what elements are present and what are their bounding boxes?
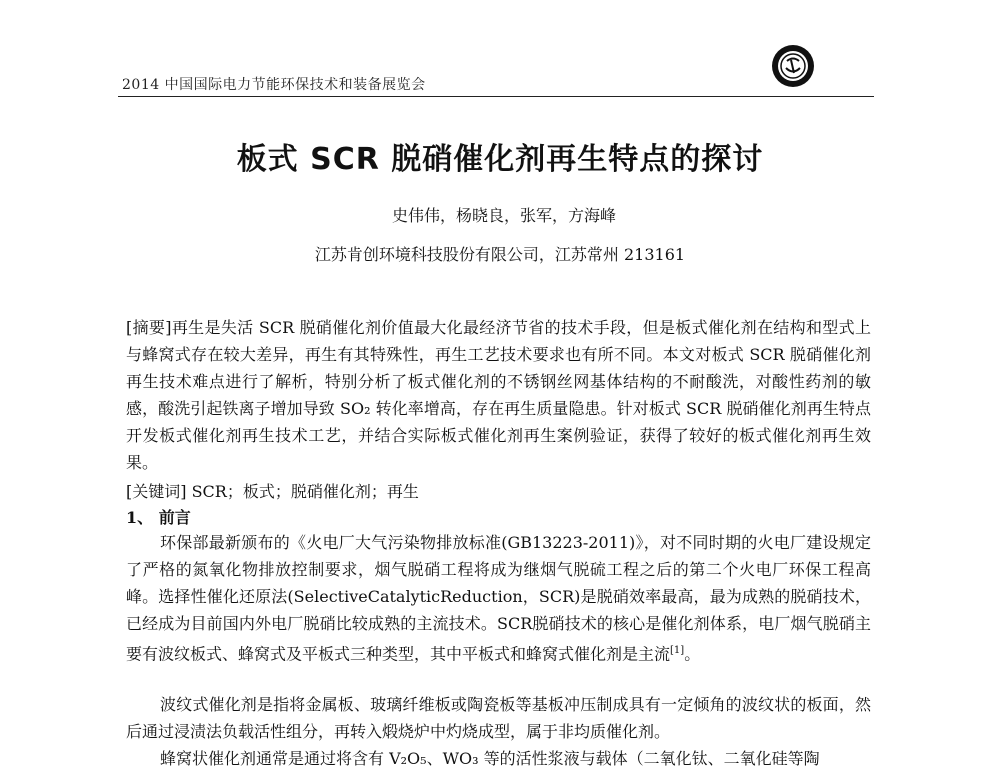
- paragraph-intro: [126, 529, 871, 667]
- paragraph-intro-end: 。: [684, 644, 701, 664]
- paper-affiliation: 江苏肯创环境科技股份有限公司，江苏常州 213161: [314, 245, 686, 264]
- keywords-label: [关键词]: [126, 482, 187, 501]
- running-header: 2014 中国国际电力节能环保技术和装备展览会: [122, 77, 426, 93]
- paragraph-intro-text: 环保部最新颁布的《火电厂大气污染物排放标准(GB13223-2011)》，对不同时期的火电厂建设规定了严格的氮氧化物排放控制要求，烟气脱硝工程将成为继烟气脱硫工程之后的第二个火电厂环保工程高峰。选择性催化还原法(SelectiveCatalyticReduction，SCR)是脱硝效率最高，最为成熟的脱硝技术，已经成为目前国内外电厂脱硝比较成熟的主流技术。SCR脱硝技术的核心是催化剂体系，电厂烟气脱硝主要有波纹板式、蜂窝式及平板式三种类型，其中平板式和蜂窝式催化剂是主流: [126, 533, 871, 664]
- abstract-text: 再生是失活 SCR 脱硝催化剂价值最大化最经济节省的技术手段，但是板式催化剂在结构和型式上与蜂窝式存在较大差异，再生有其特殊性，再生工艺技术要求也有所不同。本文对板式 SCR 脱硝催化剂再生技术难点进行了解析，特别分析了板式催化剂的不锈钢丝网基体结构的不耐酸洗，对酸性药剂的敏感，酸洗引起铁离子增加导致 SO₂ 转化率增高，存在再生质量隐患。针对板式 SCR 脱硝催化剂再生特点开发板式催化剂再生技术工艺，并结合实际板式催化剂再生案例验证，获得了较好的板式催化剂再生效果。: [126, 318, 871, 472]
- paper-title: 板式 SCR 脱硝催化剂再生特点的探讨: [236, 142, 764, 177]
- paper-authors: 史伟伟，杨晓良，张军，方海峰: [391, 206, 616, 225]
- keywords-text: SCR；板式；脱硝催化剂；再生: [191, 482, 419, 501]
- citation-ref: [1]: [670, 645, 685, 656]
- keywords: [126, 478, 871, 505]
- abstract: [126, 314, 871, 476]
- header-rule: [118, 96, 874, 97]
- conference-seal-icon: [770, 43, 816, 89]
- paragraph-honeycomb: 蜂窝状催化剂通常是通过将含有 V₂O₅、WO₃ 等的活性浆液与载体（二氧化钛、二氧化硅等陶: [160, 749, 820, 768]
- section-heading: 1、 前言: [126, 508, 191, 527]
- paragraph-corrugated: 波纹式催化剂是指将金属板、玻璃纤维板或陶瓷板等基板冲压制成具有一定倾角的波纹状的板面，然后通过浸渍法负载活性组分，再转入煅烧炉中灼烧成型，属于非均质催化剂。: [126, 695, 871, 741]
- abstract-label: [摘要]: [126, 318, 172, 337]
